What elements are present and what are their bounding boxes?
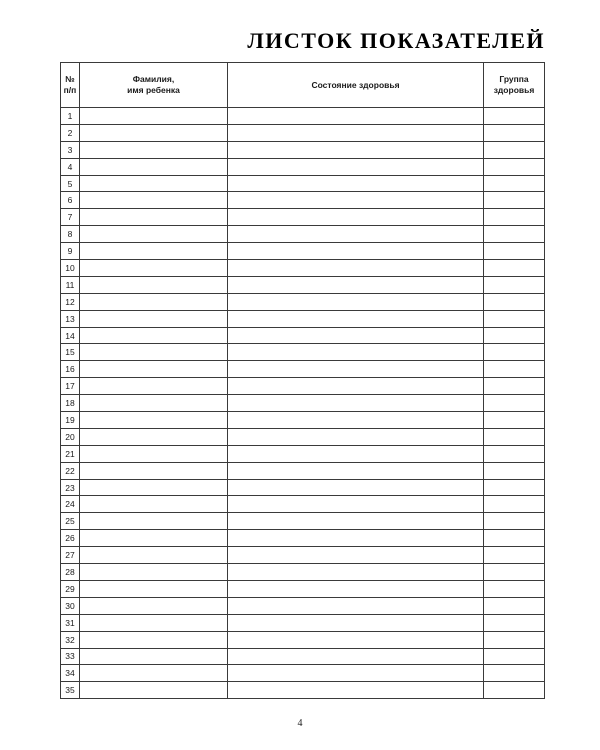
table-row [61, 141, 545, 158]
health-status-cell[interactable] [228, 445, 484, 462]
table-row [61, 175, 545, 192]
name-cell[interactable] [80, 614, 228, 631]
health-group-cell[interactable] [484, 378, 545, 395]
table-row [61, 344, 545, 361]
health-status-cell[interactable] [228, 192, 484, 209]
name-cell[interactable] [80, 580, 228, 597]
table-row [61, 614, 545, 631]
row-number-cell: 10 [61, 260, 80, 277]
name-cell[interactable] [80, 496, 228, 513]
page-title: ЛИСТОК ПОКАЗАТЕЛЕЙ [247, 28, 545, 53]
health-group-cell[interactable] [484, 344, 545, 361]
health-group-cell[interactable] [484, 513, 545, 530]
table-row [61, 243, 545, 260]
health-indicators-table [60, 62, 545, 699]
row-number-cell: 30 [61, 597, 80, 614]
row-number-cell: 12 [61, 293, 80, 310]
name-cell[interactable] [80, 192, 228, 209]
table-row [61, 513, 545, 530]
row-number-cell: 33 [61, 648, 80, 665]
name-cell[interactable] [80, 158, 228, 175]
health-status-cell[interactable] [228, 141, 484, 158]
health-status-cell[interactable] [228, 226, 484, 243]
name-cell[interactable] [80, 395, 228, 412]
column-header-group-line2: здоровья [493, 85, 535, 95]
row-number-cell: 21 [61, 445, 80, 462]
column-header-group-line1: Группа [499, 74, 529, 84]
table-row [61, 124, 545, 141]
row-number-cell: 15 [61, 344, 80, 361]
health-status-cell[interactable] [228, 276, 484, 293]
row-number-cell: 5 [61, 175, 80, 192]
name-cell[interactable] [80, 682, 228, 699]
health-group-cell[interactable] [484, 597, 545, 614]
table-row [61, 462, 545, 479]
name-cell[interactable] [80, 243, 228, 260]
column-header-number [61, 63, 80, 108]
health-group-cell[interactable] [484, 158, 545, 175]
table-row [61, 479, 545, 496]
health-status-cell[interactable] [228, 395, 484, 412]
health-status-cell[interactable] [228, 260, 484, 277]
table-row [61, 665, 545, 682]
table-body [61, 108, 545, 699]
table-row [61, 496, 545, 513]
table-row [61, 310, 545, 327]
row-number-cell: 8 [61, 226, 80, 243]
column-header-health [228, 63, 484, 108]
row-number-cell: 11 [61, 276, 80, 293]
row-number-cell: 28 [61, 564, 80, 581]
name-cell[interactable] [80, 141, 228, 158]
health-status-cell[interactable] [228, 479, 484, 496]
name-cell[interactable] [80, 378, 228, 395]
health-group-cell[interactable] [484, 260, 545, 277]
name-cell[interactable] [80, 564, 228, 581]
health-group-cell[interactable] [484, 209, 545, 226]
table-row [61, 378, 545, 395]
health-group-cell[interactable] [484, 665, 545, 682]
table-row [61, 682, 545, 699]
health-status-cell[interactable] [228, 564, 484, 581]
row-number-cell: 27 [61, 547, 80, 564]
health-group-cell[interactable] [484, 243, 545, 260]
table-row [61, 648, 545, 665]
column-header-health-label: Состояние здоровья [311, 79, 400, 90]
name-cell[interactable] [80, 597, 228, 614]
table-row [61, 158, 545, 175]
table-row [61, 260, 545, 277]
health-status-cell[interactable] [228, 547, 484, 564]
health-status-cell[interactable] [228, 108, 484, 125]
health-group-cell[interactable] [484, 479, 545, 496]
table-row [61, 631, 545, 648]
row-number-cell: 18 [61, 395, 80, 412]
health-group-cell[interactable] [484, 361, 545, 378]
health-status-cell[interactable] [228, 310, 484, 327]
table-row [61, 395, 545, 412]
health-group-cell[interactable] [484, 428, 545, 445]
health-status-cell[interactable] [228, 175, 484, 192]
row-number-cell: 19 [61, 412, 80, 429]
health-group-cell[interactable] [484, 310, 545, 327]
health-status-cell[interactable] [228, 496, 484, 513]
row-number-cell: 2 [61, 124, 80, 141]
health-group-cell[interactable] [484, 226, 545, 243]
row-number-cell: 1 [61, 108, 80, 125]
row-number-cell: 23 [61, 479, 80, 496]
name-cell[interactable] [80, 428, 228, 445]
health-status-cell[interactable] [228, 412, 484, 429]
table-row [61, 580, 545, 597]
row-number-cell: 34 [61, 665, 80, 682]
health-group-cell[interactable] [484, 175, 545, 192]
table-row [61, 564, 545, 581]
row-number-cell: 7 [61, 209, 80, 226]
name-cell[interactable] [80, 479, 228, 496]
table-row [61, 530, 545, 547]
health-status-cell[interactable] [228, 344, 484, 361]
name-cell[interactable] [80, 547, 228, 564]
table-header-row [61, 63, 545, 108]
health-group-cell[interactable] [484, 293, 545, 310]
table-row [61, 226, 545, 243]
table-row [61, 428, 545, 445]
column-header-name [80, 63, 228, 108]
health-group-cell[interactable] [484, 327, 545, 344]
health-group-cell[interactable] [484, 462, 545, 479]
row-number-cell: 9 [61, 243, 80, 260]
health-group-cell[interactable] [484, 564, 545, 581]
health-group-cell[interactable] [484, 648, 545, 665]
health-status-cell[interactable] [228, 327, 484, 344]
name-cell[interactable] [80, 327, 228, 344]
health-status-cell[interactable] [228, 158, 484, 175]
name-cell[interactable] [80, 445, 228, 462]
health-status-cell[interactable] [228, 462, 484, 479]
table-row [61, 209, 545, 226]
column-header-name-line2: имя ребенка [127, 85, 180, 95]
table-row [61, 361, 545, 378]
row-number-cell: 17 [61, 378, 80, 395]
health-status-cell[interactable] [228, 209, 484, 226]
table-row [61, 108, 545, 125]
health-group-cell[interactable] [484, 124, 545, 141]
health-group-cell[interactable] [484, 580, 545, 597]
health-status-cell[interactable] [228, 648, 484, 665]
row-number-cell: 31 [61, 614, 80, 631]
row-number-cell: 16 [61, 361, 80, 378]
name-cell[interactable] [80, 631, 228, 648]
table-row [61, 276, 545, 293]
name-cell[interactable] [80, 124, 228, 141]
health-group-cell[interactable] [484, 631, 545, 648]
row-number-cell: 24 [61, 496, 80, 513]
name-cell[interactable] [80, 260, 228, 277]
health-group-cell[interactable] [484, 412, 545, 429]
health-group-cell[interactable] [484, 547, 545, 564]
table-row [61, 192, 545, 209]
health-group-cell[interactable] [484, 682, 545, 699]
column-header-group [484, 63, 545, 108]
table-row [61, 597, 545, 614]
name-cell[interactable] [80, 665, 228, 682]
row-number-cell: 29 [61, 580, 80, 597]
health-group-cell[interactable] [484, 395, 545, 412]
name-cell[interactable] [80, 226, 228, 243]
name-cell[interactable] [80, 513, 228, 530]
name-cell[interactable] [80, 310, 228, 327]
health-group-cell[interactable] [484, 108, 545, 125]
row-number-cell: 13 [61, 310, 80, 327]
table-row [61, 547, 545, 564]
row-number-cell: 22 [61, 462, 80, 479]
page-number: 4 [297, 718, 303, 729]
column-header-number-line1: № [65, 74, 75, 84]
column-header-number-line2: п/п [63, 85, 77, 95]
name-cell[interactable] [80, 462, 228, 479]
name-cell[interactable] [80, 344, 228, 361]
row-number-cell: 6 [61, 192, 80, 209]
health-group-cell[interactable] [484, 614, 545, 631]
health-group-cell[interactable] [484, 276, 545, 293]
health-status-cell[interactable] [228, 243, 484, 260]
row-number-cell: 35 [61, 682, 80, 699]
name-cell[interactable] [80, 293, 228, 310]
health-status-cell[interactable] [228, 631, 484, 648]
health-group-cell[interactable] [484, 530, 545, 547]
row-number-cell: 32 [61, 631, 80, 648]
table-row [61, 412, 545, 429]
row-number-cell: 26 [61, 530, 80, 547]
health-status-cell[interactable] [228, 124, 484, 141]
name-cell[interactable] [80, 530, 228, 547]
health-status-cell[interactable] [228, 682, 484, 699]
name-cell[interactable] [80, 648, 228, 665]
health-group-cell[interactable] [484, 141, 545, 158]
row-number-cell: 3 [61, 141, 80, 158]
health-status-cell[interactable] [228, 580, 484, 597]
health-status-cell[interactable] [228, 378, 484, 395]
health-status-cell[interactable] [228, 597, 484, 614]
name-cell[interactable] [80, 108, 228, 125]
name-cell[interactable] [80, 276, 228, 293]
name-cell[interactable] [80, 412, 228, 429]
name-cell[interactable] [80, 209, 228, 226]
table-row [61, 327, 545, 344]
column-header-name-line1: Фамилия, [132, 74, 175, 84]
table-row [61, 293, 545, 310]
health-status-cell[interactable] [228, 293, 484, 310]
row-number-cell: 25 [61, 513, 80, 530]
health-status-cell[interactable] [228, 428, 484, 445]
health-group-cell[interactable] [484, 445, 545, 462]
health-status-cell[interactable] [228, 665, 484, 682]
health-group-cell[interactable] [484, 192, 545, 209]
health-status-cell[interactable] [228, 513, 484, 530]
health-status-cell[interactable] [228, 361, 484, 378]
row-number-cell: 14 [61, 327, 80, 344]
health-status-cell[interactable] [228, 614, 484, 631]
row-number-cell: 4 [61, 158, 80, 175]
row-number-cell: 20 [61, 428, 80, 445]
health-group-cell[interactable] [484, 496, 545, 513]
table-row [61, 445, 545, 462]
health-status-cell[interactable] [228, 530, 484, 547]
name-cell[interactable] [80, 361, 228, 378]
name-cell[interactable] [80, 175, 228, 192]
